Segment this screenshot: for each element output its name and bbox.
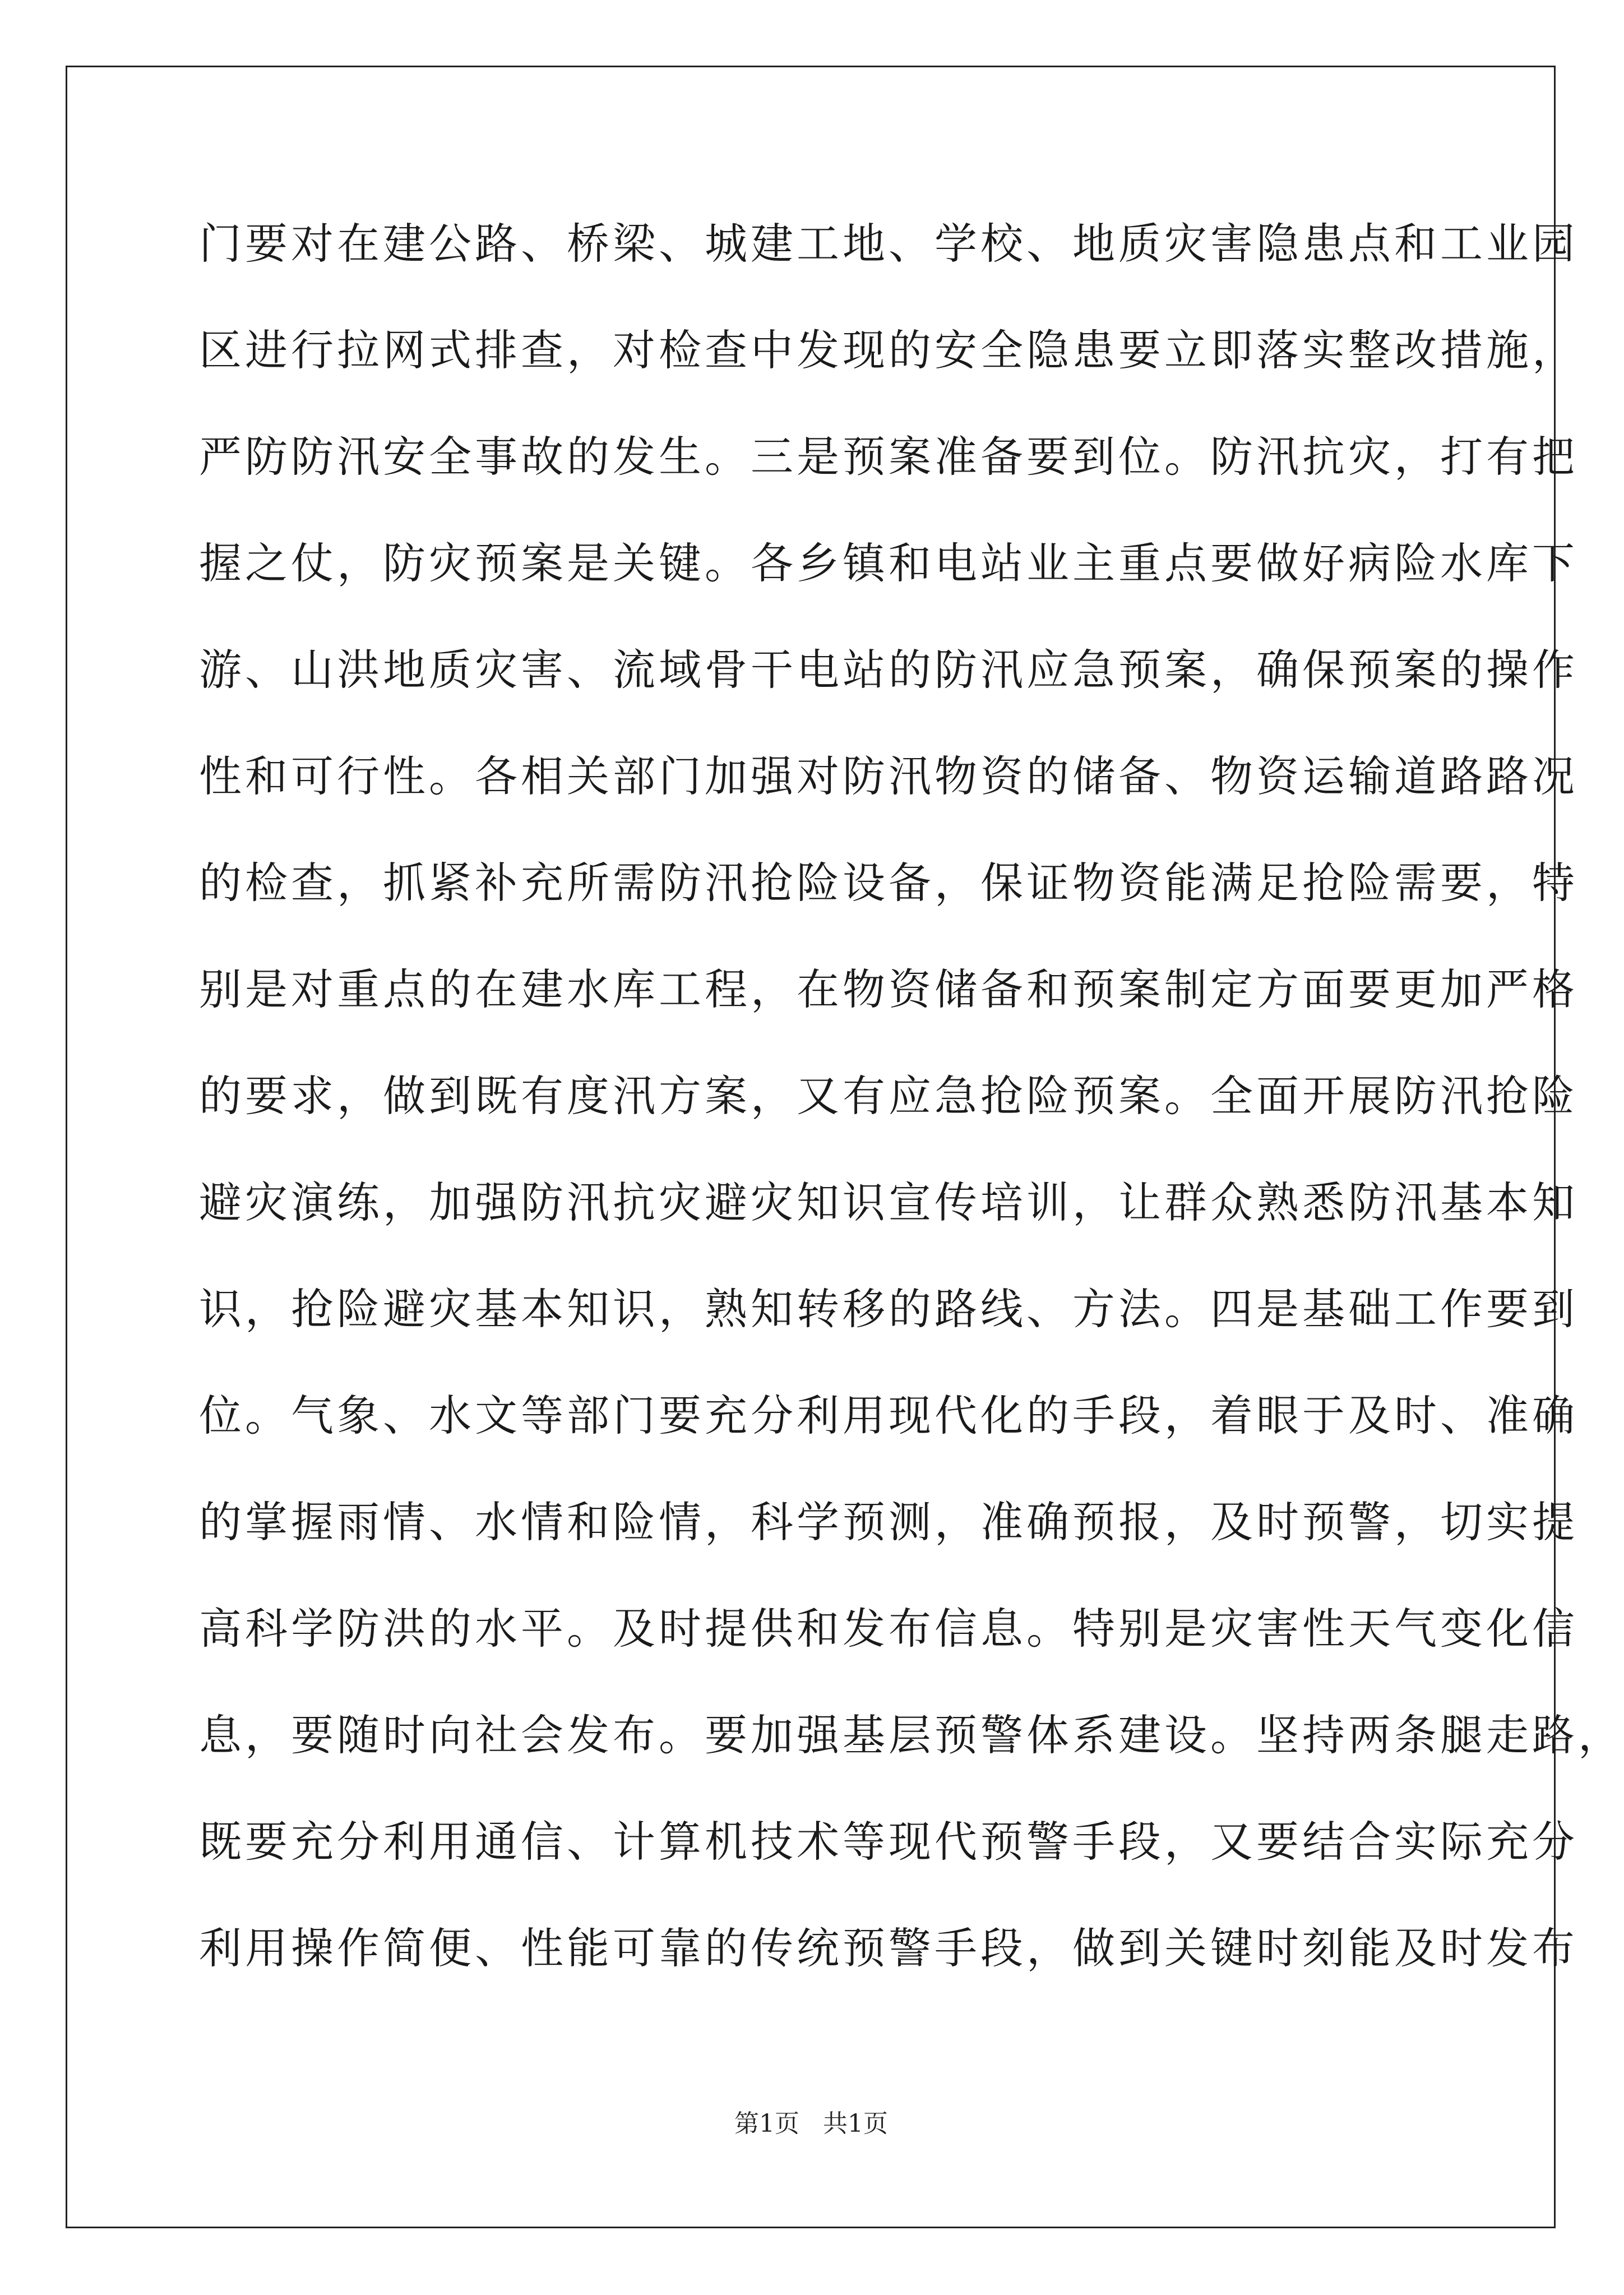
page-number: 第1页 共1页: [734, 2109, 888, 2138]
text-line-15: 息，要随时向社会发布。要加强基层预警体系建设。坚持两条腿走路，: [199, 1710, 1624, 1760]
text-line-9: 的要求，做到既有度汛方案，又有应急抢险预案。全面开展防汛抢险: [199, 1071, 1578, 1121]
text-line-2: 区进行拉网式排查，对检查中发现的安全隐患要立即落实整改措施，: [199, 325, 1578, 375]
text-line-11: 识，抢险避灾基本知识，熟知转移的路线、方法。四是基础工作要到: [199, 1284, 1578, 1334]
text-line-12: 位。气象、水文等部门要充分利用现代化的手段，着眼于及时、准确: [199, 1391, 1578, 1440]
text-line-14: 高科学防洪的水平。及时提供和发布信息。特别是灾害性天气变化信: [199, 1604, 1578, 1654]
text-line-16: 既要充分利用通信、计算机技术等现代预警手段，又要结合实际充分: [199, 1817, 1578, 1867]
text-line-17: 利用操作简便、性能可靠的传统预警手段，做到关键时刻能及时发布: [199, 1923, 1578, 1973]
text-line-13: 的掌握雨情、水情和险情，科学预测，准确预报，及时预警，切实提: [199, 1497, 1578, 1547]
text-line-6: 性和可行性。各相关部门加强对防汛物资的储备、物资运输道路路况: [199, 751, 1578, 801]
text-line-4: 握之仗，防灾预案是关键。各乡镇和电站业主重点要做好病险水库下: [199, 538, 1578, 588]
text-line-8: 别是对重点的在建水库工程，在物资储备和预案制定方面要更加严格: [199, 964, 1578, 1014]
text-line-1: 门要对在建公路、桥梁、城建工地、学校、地质灾害隐患点和工业园: [199, 219, 1578, 269]
text-line-5: 游、山洪地质灾害、流域骨干电站的防汛应急预案，确保预案的操作: [199, 645, 1578, 695]
body-text: [199, 213, 1624, 2024]
text-line-7: 的检查，抓紧补充所需防汛抢险设备，保证物资能满足抢险需要，特: [199, 858, 1578, 908]
text-line-3: 严防防汛安全事故的发生。三是预案准备要到位。防汛抗灾，打有把: [199, 432, 1578, 482]
text-line-10: 避灾演练，加强防汛抗灾避灾知识宣传培训，让群众熟悉防汛基本知: [199, 1177, 1578, 1227]
